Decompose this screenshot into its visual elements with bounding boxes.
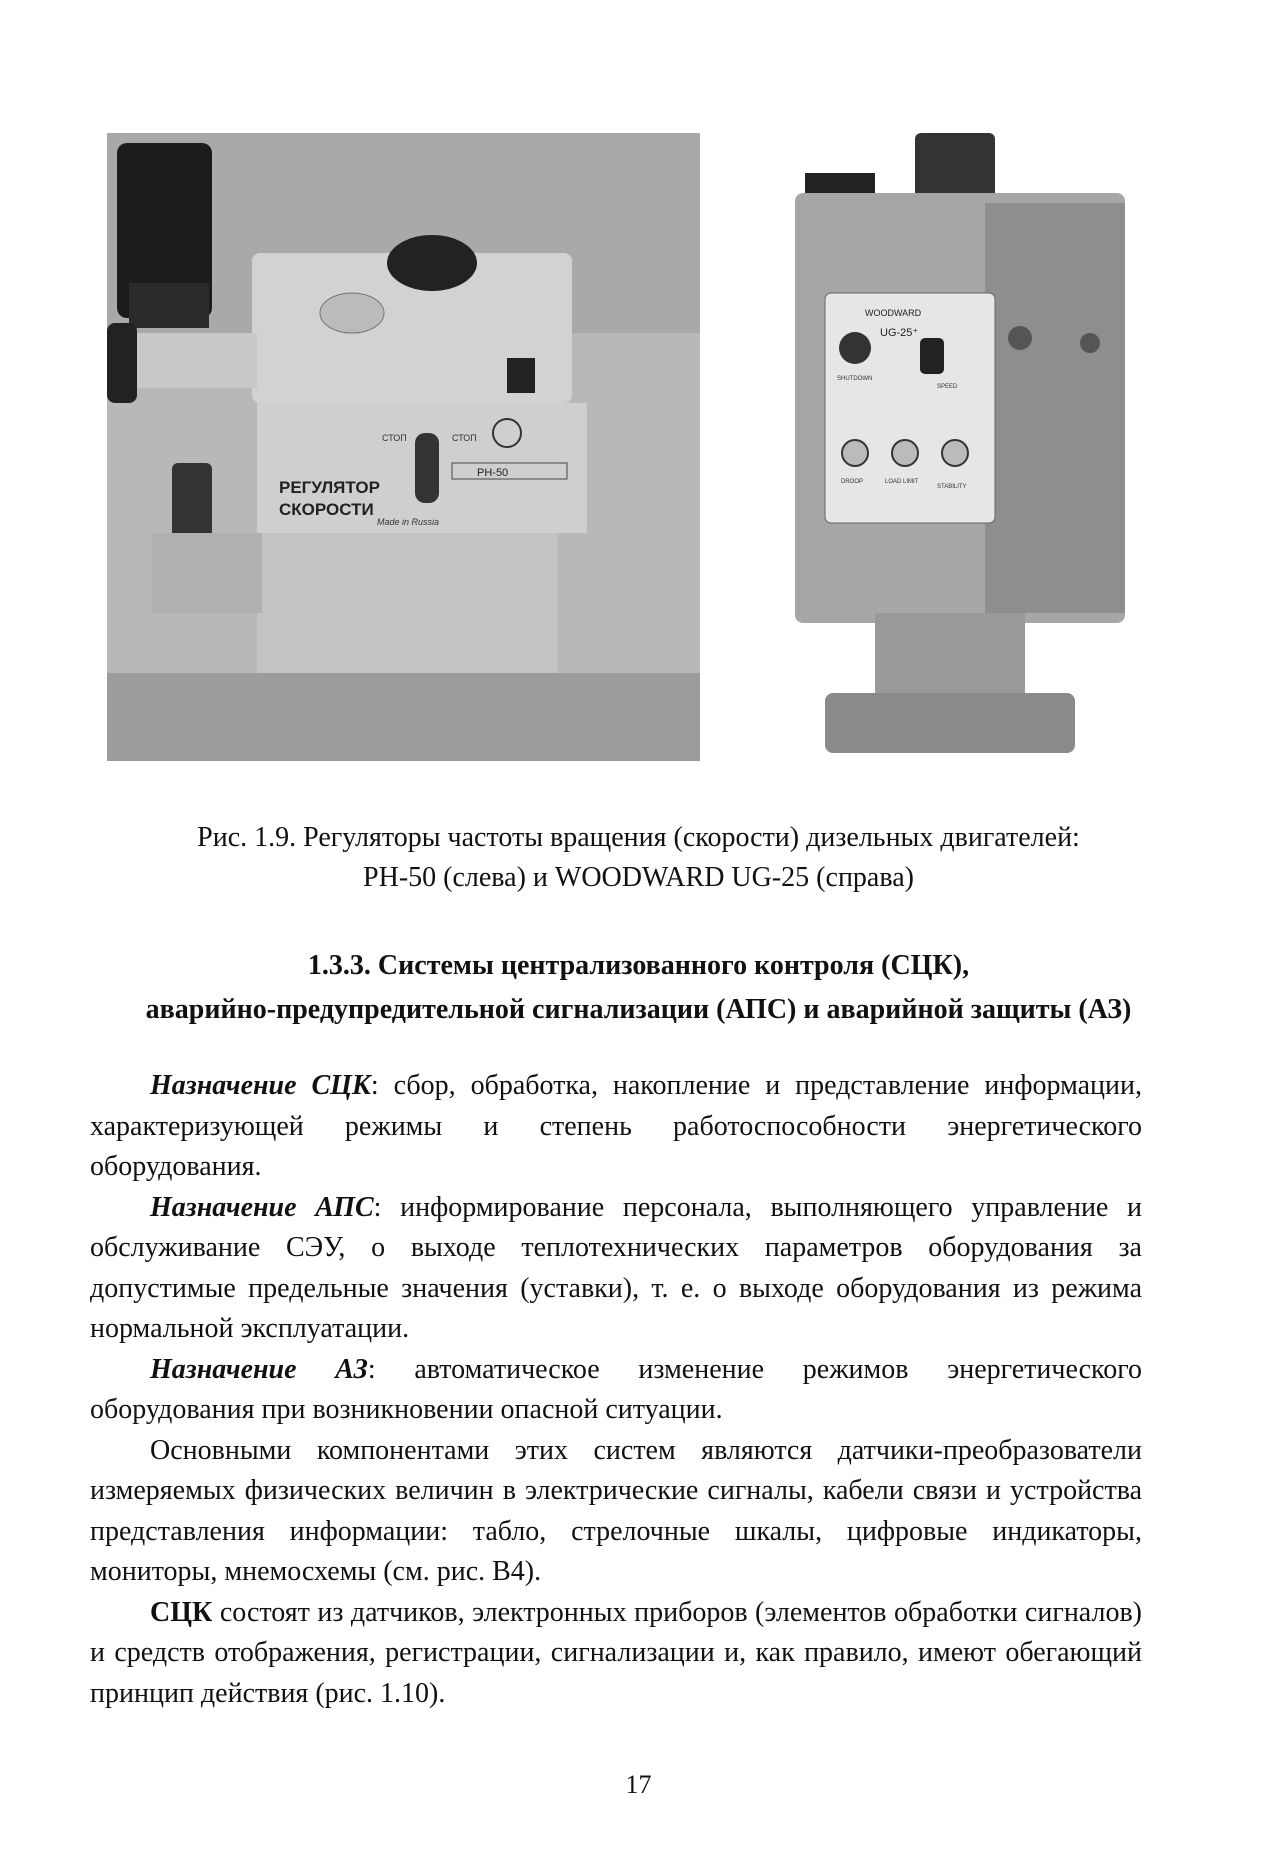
rn50-stop-right: СТОП: [452, 433, 477, 443]
heading-line-2: аварийно-предупредительной сигнализации (АПС) и аварийной защиты (АЗ): [145, 994, 1132, 1025]
paragraph-lead: СЦК: [150, 1596, 213, 1628]
paragraph-lead: Назначение СЦК: [150, 1070, 371, 1101]
page-number: 17: [625, 1770, 652, 1799]
heading-line-1: 1.3.3. Системы централизованного контроля (СЦК),: [307, 950, 970, 981]
paragraph-lead: Назначение АПС: [150, 1191, 374, 1223]
figure-caption: [100, 818, 1177, 898]
caption-line-1: Рис. 1.9. Регуляторы частоты вращения (скорости) дизельных двигателей:: [197, 822, 1080, 853]
photo-woodward-ug25: [765, 133, 1160, 773]
rn50-label-line1: РЕГУЛЯТОР: [279, 478, 380, 497]
ug25-droop: DROOP: [841, 479, 864, 485]
paragraph-text: состоят из датчиков, электронных приборов (элементов обработки сигналов) и средств отображения, регистрации, сигнализации и, как правило, имеют обегающий принцип действия (рис. 1.10).: [90, 1596, 1142, 1709]
caption-line-2: РН-50 (слева) и WOODWARD UG-25 (справа): [363, 862, 914, 893]
ug25-speed: SPEED: [937, 384, 958, 390]
photo-rn50-governor: [107, 133, 700, 761]
ug25-load-limit: LOAD LIMIT: [885, 479, 919, 485]
body-text: [90, 1066, 1142, 1714]
paragraph-text: : информирование персонала, выполняющего управление и обслуживание СЭУ, о выходе теплотехнических параметров оборудования за допустимые предельные значения (уставки), т. е. о выходе оборудования из режима нормальной эксплуатации.: [90, 1191, 1143, 1344]
rn50-stop-top: СТОП: [382, 433, 407, 443]
paragraph-az-purpose: [90, 1350, 1142, 1431]
rn50-made-in: Made in Russia: [377, 517, 440, 527]
paragraph-lead: Назначение АЗ: [150, 1353, 368, 1385]
ug25-model: UG-25⁺: [880, 327, 919, 339]
paragraph-aps-purpose: [90, 1188, 1142, 1350]
paragraph-sck-purpose: [90, 1066, 1142, 1188]
section-heading: [80, 944, 1197, 1032]
paragraph-text: : сбор, обработка, накопление и представление информации, характеризующей режимы и степень работоспособности энергетического оборудования.: [90, 1070, 1142, 1182]
ug25-brand: WOODWARD: [865, 308, 922, 318]
paragraph-text: : автоматическое изменение режимов энергетического оборудования при возникновении опасной ситуации.: [90, 1353, 1142, 1425]
paragraph-sck-structure: [90, 1593, 1142, 1715]
rn50-label-line2: СКОРОСТИ: [279, 500, 374, 519]
paragraph-components: [90, 1431, 1142, 1593]
paragraph-text: Основными компонентами этих систем являются датчики-преобразователи измеряемых физических величин в электрические сигналы, кабели связи и устройства представления информации: табло, стрелочные шкалы, цифровые индикаторы, мониторы, мнемосхемы (см. рис. В4).: [90, 1434, 1142, 1587]
rn50-plate: РН-50: [477, 467, 509, 479]
ug25-stability: STABILITY: [937, 484, 967, 490]
ug25-shutdown: SHUTDOWN: [837, 376, 873, 382]
